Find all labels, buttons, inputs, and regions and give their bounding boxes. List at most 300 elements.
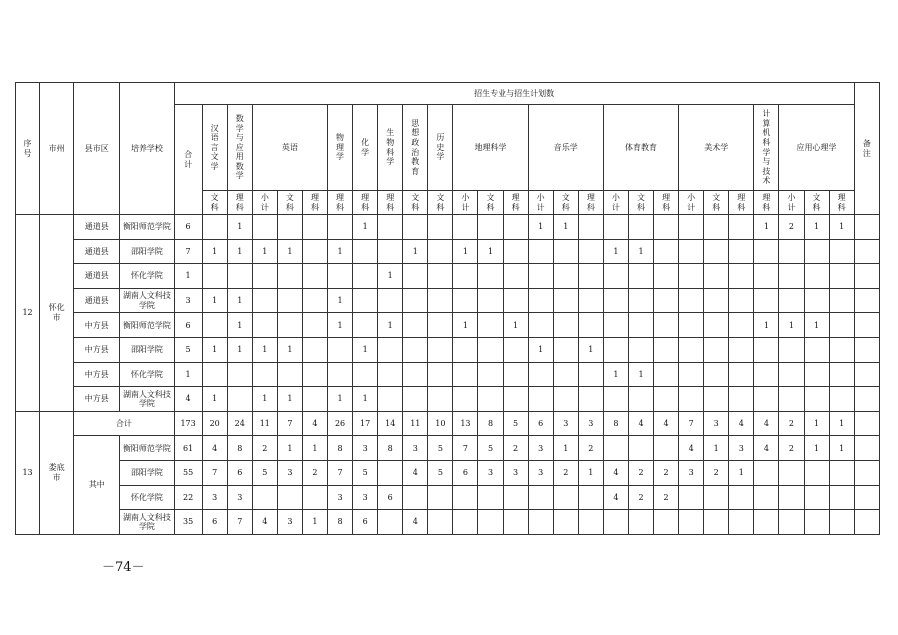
value-cell bbox=[603, 387, 628, 412]
subject-name: 计算机科学与技术 bbox=[762, 109, 771, 186]
value-cell bbox=[704, 387, 729, 412]
value-cell bbox=[478, 337, 503, 362]
value-cell bbox=[252, 362, 277, 387]
value-cell bbox=[654, 436, 679, 461]
value-cell: 1 bbox=[353, 387, 378, 412]
value-cell: 2 bbox=[628, 460, 653, 485]
subject-header: 地理科学 bbox=[453, 105, 528, 191]
value-cell: 4 bbox=[174, 387, 202, 412]
value-cell bbox=[403, 288, 428, 313]
sub-label: 其中 bbox=[74, 436, 120, 534]
total-label: 合计 bbox=[74, 411, 174, 436]
value-cell: 7 bbox=[202, 460, 227, 485]
value-cell: 4 bbox=[754, 436, 779, 461]
value-cell bbox=[779, 387, 804, 412]
value-cell bbox=[252, 313, 277, 338]
value-cell: 1 bbox=[804, 313, 829, 338]
value-cell bbox=[804, 264, 829, 289]
value-cell bbox=[503, 485, 528, 510]
county-cell: 中方县 bbox=[74, 313, 120, 338]
value-cell bbox=[578, 387, 603, 412]
value-cell: 4 bbox=[302, 411, 327, 436]
value-cell: 8 bbox=[478, 411, 503, 436]
value-cell: 1 bbox=[628, 239, 653, 264]
value-cell: 1 bbox=[704, 436, 729, 461]
value-cell bbox=[603, 436, 628, 461]
value-cell: 1 bbox=[829, 436, 854, 461]
value-cell: 1 bbox=[227, 288, 252, 313]
value-cell: 1 bbox=[302, 436, 327, 461]
value-cell bbox=[528, 313, 553, 338]
value-cell bbox=[679, 313, 704, 338]
value-cell: 2 bbox=[654, 460, 679, 485]
value-cell bbox=[503, 264, 528, 289]
value-cell: 2 bbox=[779, 436, 804, 461]
value-cell bbox=[503, 387, 528, 412]
track-header bbox=[729, 191, 754, 215]
value-cell: 5 bbox=[353, 460, 378, 485]
value-cell: 1 bbox=[252, 239, 277, 264]
subject-header bbox=[202, 105, 227, 191]
value-cell: 1 bbox=[503, 313, 528, 338]
remark-cell bbox=[854, 510, 879, 535]
value-cell: 3 bbox=[227, 485, 252, 510]
value-cell bbox=[328, 215, 353, 240]
value-cell bbox=[403, 313, 428, 338]
value-cell bbox=[779, 288, 804, 313]
track-label: 理科 bbox=[361, 192, 370, 212]
subject-header: 英语 bbox=[252, 105, 327, 191]
value-cell bbox=[829, 288, 854, 313]
value-cell bbox=[403, 485, 428, 510]
value-cell: 1 bbox=[202, 288, 227, 313]
value-cell bbox=[478, 485, 503, 510]
value-cell: 5 bbox=[428, 460, 453, 485]
school-cell: 邵阳学院 bbox=[120, 337, 174, 362]
value-cell: 2 bbox=[704, 460, 729, 485]
city-header: 市州 bbox=[40, 83, 74, 215]
value-cell: 61 bbox=[174, 436, 202, 461]
value-cell: 1 bbox=[403, 239, 428, 264]
value-cell bbox=[654, 288, 679, 313]
value-cell: 1 bbox=[779, 313, 804, 338]
track-label: 小计 bbox=[260, 192, 269, 212]
value-cell bbox=[202, 215, 227, 240]
value-cell bbox=[227, 264, 252, 289]
value-cell: 6 bbox=[174, 313, 202, 338]
value-cell: 1 bbox=[829, 411, 854, 436]
value-cell: 6 bbox=[378, 485, 403, 510]
value-cell bbox=[603, 313, 628, 338]
value-cell bbox=[679, 485, 704, 510]
value-cell bbox=[528, 485, 553, 510]
table-row bbox=[16, 485, 880, 510]
value-cell bbox=[553, 485, 578, 510]
value-cell: 3 bbox=[403, 436, 428, 461]
subject-name: 思想政治教育 bbox=[411, 118, 420, 176]
value-cell: 8 bbox=[378, 436, 403, 461]
value-cell bbox=[277, 264, 302, 289]
value-cell: 1 bbox=[353, 215, 378, 240]
value-cell bbox=[754, 460, 779, 485]
value-cell bbox=[628, 264, 653, 289]
track-label: 文科 bbox=[436, 192, 445, 212]
track-label: 理科 bbox=[310, 192, 319, 212]
value-cell bbox=[804, 239, 829, 264]
value-cell: 1 bbox=[328, 387, 353, 412]
track-header bbox=[478, 191, 503, 215]
value-cell: 3 bbox=[277, 510, 302, 535]
table-row bbox=[16, 313, 880, 338]
value-cell bbox=[679, 264, 704, 289]
value-cell: 6 bbox=[528, 411, 553, 436]
value-cell bbox=[754, 485, 779, 510]
page-number: －74－ bbox=[102, 560, 145, 575]
value-cell: 1 bbox=[227, 239, 252, 264]
value-cell bbox=[603, 264, 628, 289]
value-cell bbox=[277, 288, 302, 313]
school-cell: 怀化学院 bbox=[120, 485, 174, 510]
value-cell bbox=[804, 387, 829, 412]
value-cell: 5 bbox=[478, 436, 503, 461]
value-cell: 2 bbox=[654, 485, 679, 510]
value-cell bbox=[553, 510, 578, 535]
value-cell: 26 bbox=[328, 411, 353, 436]
value-cell bbox=[353, 313, 378, 338]
value-cell bbox=[478, 510, 503, 535]
value-cell bbox=[754, 337, 779, 362]
value-cell: 7 bbox=[227, 510, 252, 535]
track-header bbox=[754, 191, 779, 215]
value-cell bbox=[252, 485, 277, 510]
value-cell bbox=[453, 264, 478, 289]
county-cell: 通道县 bbox=[74, 215, 120, 240]
track-header bbox=[679, 191, 704, 215]
value-cell: 1 bbox=[804, 436, 829, 461]
value-cell bbox=[704, 485, 729, 510]
value-cell bbox=[428, 485, 453, 510]
value-cell bbox=[628, 313, 653, 338]
value-cell bbox=[754, 362, 779, 387]
value-cell: 3 bbox=[704, 411, 729, 436]
value-cell bbox=[328, 264, 353, 289]
track-header bbox=[503, 191, 528, 215]
value-cell bbox=[578, 215, 603, 240]
value-cell: 4 bbox=[403, 460, 428, 485]
value-cell bbox=[553, 239, 578, 264]
value-cell: 10 bbox=[428, 411, 453, 436]
track-header bbox=[553, 191, 578, 215]
table-row bbox=[16, 288, 880, 313]
table-row bbox=[16, 362, 880, 387]
value-cell bbox=[729, 387, 754, 412]
value-cell: 1 bbox=[202, 387, 227, 412]
value-cell: 1 bbox=[804, 411, 829, 436]
value-cell bbox=[603, 288, 628, 313]
value-cell bbox=[302, 264, 327, 289]
value-cell: 2 bbox=[503, 436, 528, 461]
value-cell: 20 bbox=[202, 411, 227, 436]
value-cell: 4 bbox=[603, 460, 628, 485]
value-cell bbox=[654, 264, 679, 289]
value-cell: 3 bbox=[528, 436, 553, 461]
value-cell: 4 bbox=[679, 436, 704, 461]
value-cell bbox=[478, 362, 503, 387]
value-cell: 2 bbox=[252, 436, 277, 461]
value-cell bbox=[302, 288, 327, 313]
value-cell bbox=[704, 313, 729, 338]
county-header: 县市区 bbox=[74, 83, 120, 215]
subject-header bbox=[403, 105, 428, 191]
subject-header: 体育教育 bbox=[603, 105, 678, 191]
remark-cell bbox=[854, 485, 879, 510]
value-cell bbox=[528, 239, 553, 264]
total-row bbox=[16, 411, 880, 436]
value-cell bbox=[202, 264, 227, 289]
subject-header bbox=[353, 105, 378, 191]
value-cell bbox=[453, 510, 478, 535]
track-label: 理科 bbox=[586, 192, 595, 212]
value-cell: 4 bbox=[654, 411, 679, 436]
value-cell bbox=[353, 264, 378, 289]
subject-name: 化学 bbox=[361, 137, 370, 157]
value-cell bbox=[353, 239, 378, 264]
school-header: 培养学校 bbox=[120, 83, 174, 215]
remark-cell bbox=[854, 215, 879, 240]
value-cell bbox=[202, 313, 227, 338]
remark-cell bbox=[854, 264, 879, 289]
value-cell bbox=[704, 288, 729, 313]
value-cell bbox=[453, 362, 478, 387]
track-header bbox=[328, 191, 353, 215]
track-label: 小计 bbox=[536, 192, 545, 212]
value-cell bbox=[603, 215, 628, 240]
value-cell: 8 bbox=[227, 436, 252, 461]
value-cell bbox=[704, 264, 729, 289]
value-cell bbox=[754, 239, 779, 264]
value-cell: 1 bbox=[202, 337, 227, 362]
value-cell: 2 bbox=[779, 215, 804, 240]
value-cell bbox=[754, 510, 779, 535]
track-header bbox=[202, 191, 227, 215]
value-cell: 1 bbox=[478, 239, 503, 264]
value-cell bbox=[453, 215, 478, 240]
value-cell: 3 bbox=[353, 485, 378, 510]
value-cell bbox=[829, 510, 854, 535]
value-cell bbox=[704, 337, 729, 362]
value-cell bbox=[654, 337, 679, 362]
remark-cell bbox=[854, 460, 879, 485]
value-cell bbox=[603, 337, 628, 362]
value-cell: 4 bbox=[603, 485, 628, 510]
school-cell: 湖南人文科技学院 bbox=[120, 288, 174, 313]
value-cell bbox=[353, 288, 378, 313]
city-name: 娄底市 bbox=[48, 463, 65, 482]
table-row bbox=[16, 337, 880, 362]
value-cell bbox=[553, 264, 578, 289]
track-header bbox=[779, 191, 804, 215]
remark-cell bbox=[854, 362, 879, 387]
value-cell: 8 bbox=[328, 510, 353, 535]
track-label: 理科 bbox=[737, 192, 746, 212]
subject-header: 音乐学 bbox=[528, 105, 603, 191]
seq-header bbox=[16, 83, 40, 215]
city-name: 怀化市 bbox=[48, 303, 65, 322]
value-cell bbox=[829, 460, 854, 485]
value-cell bbox=[628, 436, 653, 461]
remark-header-text: 备注 bbox=[862, 138, 871, 158]
value-cell bbox=[704, 215, 729, 240]
value-cell bbox=[528, 288, 553, 313]
value-cell bbox=[779, 362, 804, 387]
value-cell bbox=[503, 337, 528, 362]
value-cell bbox=[478, 387, 503, 412]
value-cell: 1 bbox=[202, 239, 227, 264]
value-cell bbox=[478, 264, 503, 289]
value-cell bbox=[453, 485, 478, 510]
value-cell: 3 bbox=[277, 460, 302, 485]
value-cell bbox=[277, 485, 302, 510]
value-cell: 8 bbox=[603, 411, 628, 436]
value-cell bbox=[403, 215, 428, 240]
value-cell: 6 bbox=[174, 215, 202, 240]
subject-name: 生物科学 bbox=[386, 128, 395, 167]
value-cell bbox=[553, 313, 578, 338]
value-cell: 1 bbox=[378, 264, 403, 289]
subject-header bbox=[378, 105, 403, 191]
value-cell: 3 bbox=[578, 411, 603, 436]
value-cell bbox=[829, 337, 854, 362]
value-cell bbox=[804, 460, 829, 485]
subject-header bbox=[174, 105, 202, 215]
value-cell: 3 bbox=[553, 411, 578, 436]
value-cell: 3 bbox=[478, 460, 503, 485]
county-cell: 通道县 bbox=[74, 239, 120, 264]
value-cell bbox=[804, 288, 829, 313]
school-cell: 邵阳学院 bbox=[120, 460, 174, 485]
track-label: 小计 bbox=[461, 192, 470, 212]
track-label: 理科 bbox=[837, 192, 846, 212]
remark-header bbox=[854, 83, 879, 215]
value-cell bbox=[503, 215, 528, 240]
value-cell: 22 bbox=[174, 485, 202, 510]
value-cell bbox=[829, 362, 854, 387]
value-cell bbox=[679, 510, 704, 535]
school-cell: 怀化学院 bbox=[120, 362, 174, 387]
value-cell bbox=[729, 313, 754, 338]
value-cell bbox=[754, 264, 779, 289]
value-cell: 1 bbox=[227, 313, 252, 338]
value-cell bbox=[729, 288, 754, 313]
value-cell: 4 bbox=[754, 411, 779, 436]
value-cell bbox=[779, 264, 804, 289]
track-header bbox=[628, 191, 653, 215]
remark-cell bbox=[854, 337, 879, 362]
value-cell: 1 bbox=[578, 337, 603, 362]
value-cell bbox=[628, 288, 653, 313]
value-cell bbox=[628, 215, 653, 240]
school-cell: 怀化学院 bbox=[120, 264, 174, 289]
track-label: 文科 bbox=[636, 192, 645, 212]
value-cell bbox=[679, 362, 704, 387]
value-cell bbox=[679, 215, 704, 240]
subject-header bbox=[754, 105, 779, 191]
value-cell: 1 bbox=[528, 337, 553, 362]
value-cell bbox=[478, 288, 503, 313]
value-cell: 1 bbox=[603, 362, 628, 387]
value-cell: 6 bbox=[353, 510, 378, 535]
value-cell bbox=[779, 337, 804, 362]
value-cell bbox=[528, 362, 553, 387]
subject-name: 合计 bbox=[184, 149, 193, 169]
remark-cell bbox=[854, 239, 879, 264]
value-cell: 3 bbox=[174, 288, 202, 313]
value-cell bbox=[428, 313, 453, 338]
value-cell bbox=[428, 239, 453, 264]
track-header bbox=[277, 191, 302, 215]
track-header bbox=[453, 191, 478, 215]
track-header bbox=[654, 191, 679, 215]
value-cell bbox=[729, 264, 754, 289]
value-cell: 1 bbox=[174, 362, 202, 387]
value-cell: 1 bbox=[277, 436, 302, 461]
value-cell bbox=[252, 264, 277, 289]
track-header bbox=[353, 191, 378, 215]
track-header bbox=[227, 191, 252, 215]
value-cell bbox=[553, 288, 578, 313]
value-cell: 1 bbox=[277, 337, 302, 362]
value-cell bbox=[378, 387, 403, 412]
header-row-1 bbox=[16, 83, 880, 105]
value-cell: 1 bbox=[453, 313, 478, 338]
track-label: 理科 bbox=[662, 192, 671, 212]
track-label: 理科 bbox=[235, 192, 244, 212]
value-cell: 1 bbox=[252, 337, 277, 362]
main-header: 招生专业与招生计划数 bbox=[174, 83, 854, 105]
value-cell bbox=[578, 510, 603, 535]
value-cell bbox=[654, 387, 679, 412]
subject-header bbox=[428, 105, 453, 191]
track-header bbox=[829, 191, 854, 215]
value-cell: 5 bbox=[428, 436, 453, 461]
value-cell bbox=[804, 362, 829, 387]
value-cell bbox=[453, 387, 478, 412]
value-cell: 24 bbox=[227, 411, 252, 436]
school-cell: 邵阳学院 bbox=[120, 239, 174, 264]
table-row bbox=[16, 215, 880, 240]
school-cell: 衡阳师范学院 bbox=[120, 215, 174, 240]
remark-cell bbox=[854, 436, 879, 461]
value-cell bbox=[679, 387, 704, 412]
value-cell bbox=[378, 510, 403, 535]
value-cell bbox=[403, 337, 428, 362]
value-cell bbox=[704, 239, 729, 264]
value-cell bbox=[704, 362, 729, 387]
value-cell bbox=[804, 337, 829, 362]
value-cell bbox=[403, 387, 428, 412]
value-cell: 1 bbox=[553, 215, 578, 240]
school-cell: 湖南人文科技学院 bbox=[120, 510, 174, 535]
value-cell bbox=[729, 337, 754, 362]
value-cell bbox=[328, 362, 353, 387]
value-cell: 6 bbox=[202, 510, 227, 535]
value-cell: 1 bbox=[353, 337, 378, 362]
value-cell bbox=[729, 510, 754, 535]
value-cell bbox=[378, 239, 403, 264]
county-cell: 中方县 bbox=[74, 362, 120, 387]
subject-header bbox=[328, 105, 353, 191]
value-cell bbox=[302, 215, 327, 240]
